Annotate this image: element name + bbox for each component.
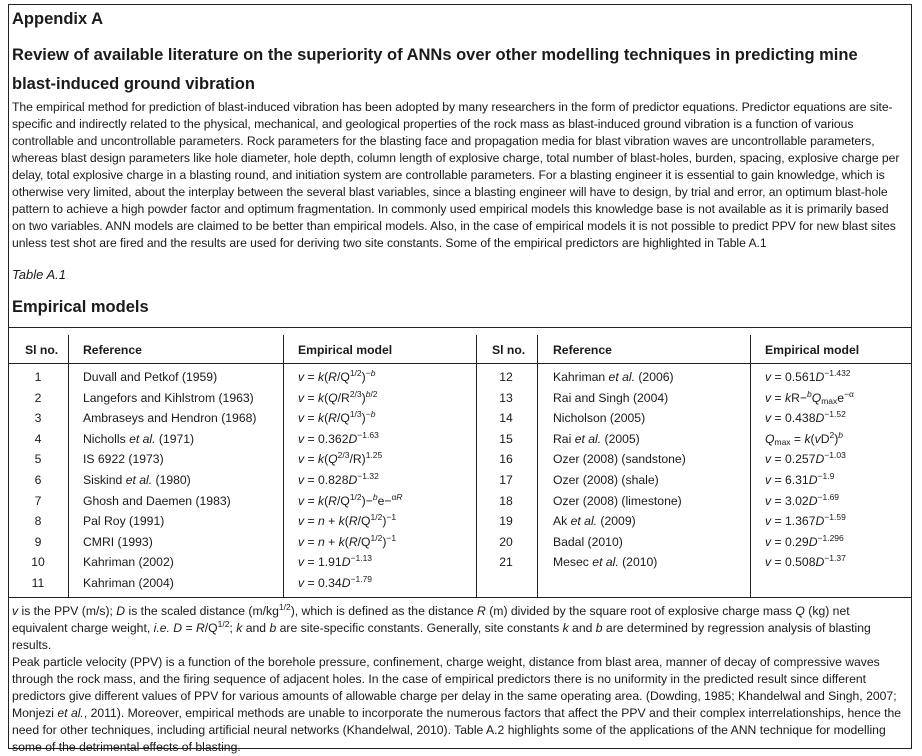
- row-model-right: $v = 0.257D^{-1.03}$: [765, 450, 846, 467]
- row-number-right: 12: [499, 370, 513, 384]
- row-number-right: 14: [499, 411, 513, 426]
- row-model-left: $v = n + k(R/Q^{1/2})^{-1}$: [298, 512, 397, 529]
- row-number-left: 4: [34, 431, 42, 446]
- column-divider: [68, 335, 69, 597]
- row-model-left: $v = 0.828D^{-1.32}$: [298, 471, 379, 487]
- definition-note: v is the PPV (m/s); D is the scaled distance $(m/kg^{1/2})$, which is defined as the distance R (m) divided by the square root of explosive charge mass Q (kg) net equivalent charge weight, i.e. $D = R/Q^{1/2}$; k and b are site-specific constants. Generally, site constants k and b are determined by regression analysis of blasting results.: [12, 602, 871, 652]
- row-reference-right: Mesec et al. (2010): [553, 555, 658, 570]
- row-model-right: $Q_{max} = k(vD^2)^b$: [765, 429, 844, 447]
- row-reference-left: Kahriman (2004): [83, 576, 174, 590]
- header-reference-right: Reference: [553, 343, 612, 357]
- row-model-left: $v = k(R/Q^{1/3})^{-b}$: [298, 409, 376, 426]
- header-model-left: Empirical model: [298, 343, 393, 357]
- row-number-left: 3: [34, 411, 42, 426]
- table-top-rule: [8, 327, 912, 328]
- row-reference-right: Ozer (2008) (shale): [553, 473, 659, 487]
- row-model-left: $v = 0.34D^{-1.79}$: [298, 574, 373, 590]
- row-number-right: 16: [499, 452, 513, 467]
- row-reference-left: Langefors and Kihlstrom (1963): [83, 390, 254, 405]
- row-reference-right: Rai et al. (2005): [553, 431, 640, 446]
- table-label: Table A.1: [12, 267, 66, 282]
- column-divider: [283, 335, 284, 597]
- table-notes: [12, 603, 904, 756]
- row-reference-left: Ghosh and Daemen (1983): [83, 493, 231, 508]
- row-number-left: 9: [34, 534, 42, 549]
- row-model-right: $v = 6.31D^{-1.9}$: [765, 471, 835, 487]
- row-reference-left: Siskind et al. (1980): [83, 473, 191, 487]
- row-reference-left: Kahriman (2002): [83, 555, 174, 570]
- row-reference-left: Ambraseys and Hendron (1968): [83, 411, 257, 426]
- table-bottom-rule: [8, 597, 912, 598]
- row-number-left: 6: [34, 473, 42, 487]
- appendix-heading: Appendix A: [12, 10, 104, 28]
- row-reference-right: Ozer (2008) (sandstone): [553, 452, 686, 467]
- table-header-rule: [8, 363, 912, 364]
- row-model-left: $v = k(R/Q^{1/2})-^be-^{\alpha R}$: [298, 491, 403, 508]
- row-number-right: 20: [499, 534, 513, 549]
- row-number-left: 2: [34, 390, 42, 405]
- row-reference-left: Pal Roy (1991): [83, 514, 165, 529]
- row-model-left: $v = k(R/Q^{1/2})^{-b}$: [298, 368, 376, 384]
- row-reference-right: Rai and Singh (2004): [553, 390, 669, 405]
- row-number-right: 13: [499, 390, 513, 405]
- row-model-left: $v = 1.91D^{-1.13}$: [298, 553, 373, 570]
- header-sl-no-right: Sl no.: [492, 343, 526, 357]
- row-model-left: $v = k(Q^{2/3}/R)^{1.25}$: [298, 450, 383, 467]
- row-reference-right: Kahriman et al. (2006): [553, 370, 674, 384]
- column-divider: [537, 335, 538, 597]
- row-model-left: $v = 0.362D^{-1.63}$: [298, 429, 379, 446]
- row-reference-left: Duvall and Petkof (1959): [83, 370, 218, 384]
- row-number-left: 11: [31, 576, 45, 590]
- header-model-right: Empirical model: [765, 343, 860, 357]
- row-reference-right: Badal (2010): [553, 534, 623, 549]
- row-model-right: $v = 3.02D^{-1.69}$: [765, 491, 840, 508]
- row-number-left: 5: [34, 452, 42, 467]
- row-model-right: $v = 0.29D^{-1.296}$: [765, 532, 844, 549]
- row-model-right: $v = 1.367D^{-1.59}$: [765, 512, 846, 529]
- row-number-right: 15: [499, 431, 513, 446]
- row-model-right: $v = kR-^bQ_{max}e^{-\alpha}$: [765, 388, 854, 406]
- column-divider: [750, 335, 751, 597]
- row-model-right: $v = 0.561D^{-1.432}$: [765, 368, 851, 384]
- header-reference-left: Reference: [83, 343, 142, 357]
- row-number-right: 18: [499, 493, 513, 508]
- table-title: Empirical models: [12, 298, 149, 316]
- intro-paragraph: The empirical method for prediction of blast-induced vibration has been adopted by many researchers in the form of predictor equations. Predictor equations are site-specific and indirectly related to the physical, mechanical, and geological properties of the rock mass as blast-induced ground vibration is a function of various controllable and uncontrollable parameters. Rock parameters for the blasting face and propagation media for blast vibration waves are uncontrollable parameters, whereas blast design parameters like hole diameter, hole depth, column length of explosive charge, total number of blast-holes, burden, spacing, explosive charge per delay, total explosive charge in a blasting round, and initiation system are controllable parameters. For a blasting engineer it is essential to gain knowledge, which is otherwise very limited, about the interplay between the several blast variables, since a blasting engineer will have to design, by trial and error, an optimum blast-hole pattern to achieve a high powder factor and optimum fragmentation. In commonly used empirical models this knowledge base is not available as it is primarily based on two variables. ANN models are claimed to be better than empirical models. Also, in the case of empirical models it is not possible to predict PPV for new blast sites unless test shot are fired and the results are used for deriving two site constants. Some of the empirical predictors are highlighted in Table A.1: [12, 100, 900, 250]
- row-reference-left: IS 6922 (1973): [83, 452, 164, 467]
- row-model-left: $v = k(Q/R^{2/3})^{b/2}$: [298, 388, 378, 405]
- row-reference-right: Ozer (2008) (limestone): [553, 493, 682, 508]
- row-reference-right: Ak et al. (2009): [553, 514, 636, 529]
- row-number-left: 7: [34, 493, 42, 508]
- row-number-left: 8: [34, 514, 42, 529]
- header-sl-no-left: Sl no.: [25, 343, 59, 357]
- ppv-paragraph: Peak particle velocity (PPV) is a function of the borehole pressure, confinement, charge weight, distance from blast area, manner of decay of compressive waves through the rock mass, and the firing sequence of adjacent holes. In the case of empirical predictors there is no uniformity in the predicted result since different predictors give different values of PPV for various amounts of allowable charge per delay in the same operating area. (Dowding, 1985; Khandelwal and Singh, 2007; Monjezi et al., 2011). Moreover, empirical methods are unable to incorporate the numerous factors that affect the PPV and their complex interrelationships, hence the need for other techniques, including artificial neural networks (Khandelwal, 2010). Table A.2 highlights some of the applications of the ANN technique for modelling some of the detrimental effects of blasting.: [12, 655, 902, 754]
- row-number-left: 1: [34, 370, 42, 384]
- row-number-right: 19: [499, 514, 513, 529]
- row-model-right: $v = 0.438D^{-1.52}$: [765, 409, 846, 426]
- row-number-right: 17: [499, 473, 513, 487]
- row-reference-right: Nicholson (2005): [553, 411, 646, 426]
- row-number-left: 10: [31, 555, 45, 570]
- row-model-right: $v = 0.508D^{-1.37}$: [765, 553, 846, 570]
- row-number-right: 21: [499, 555, 513, 570]
- row-model-left: $v = n + k(R/Q^{1/2})^{-1}$: [298, 532, 397, 549]
- row-reference-left: Nicholls et al. (1971): [83, 431, 195, 446]
- section-title: Review of available literature on the superiority of ANNs over other modelling techniques in predicting mine blast-induced ground vibration: [12, 46, 858, 93]
- column-divider: [476, 335, 477, 597]
- row-reference-left: CMRI (1993): [83, 534, 153, 549]
